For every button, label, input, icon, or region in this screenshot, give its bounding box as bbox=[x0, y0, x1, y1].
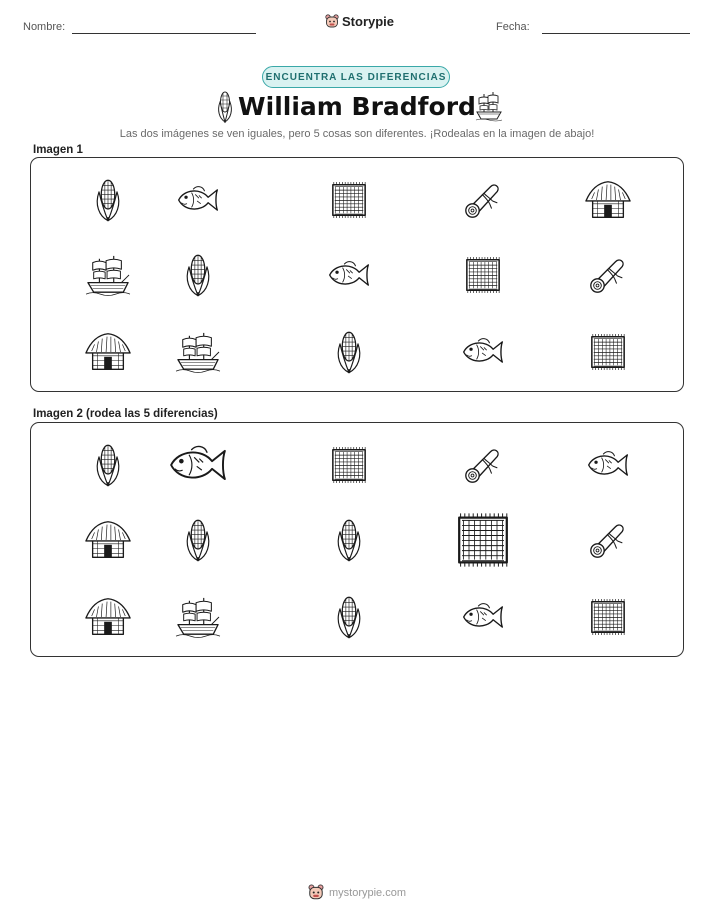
image1-panel bbox=[30, 157, 684, 392]
grid-cell[interactable] bbox=[462, 444, 504, 486]
blanket-icon bbox=[455, 512, 511, 568]
blanket-icon bbox=[330, 446, 368, 484]
fish-icon bbox=[460, 336, 506, 368]
blanket-icon bbox=[330, 181, 368, 219]
image2-panel[interactable] bbox=[30, 422, 684, 657]
hut-icon bbox=[584, 179, 632, 221]
grid-cell[interactable] bbox=[330, 446, 368, 484]
grid-cell bbox=[90, 177, 126, 223]
grid-cell bbox=[326, 259, 372, 291]
grid-cell bbox=[330, 181, 368, 219]
name-label: Nombre: bbox=[23, 21, 66, 33]
fish-icon bbox=[175, 184, 221, 216]
storypie-logo bbox=[325, 14, 394, 29]
grid-cell bbox=[460, 336, 506, 368]
hut-icon bbox=[84, 596, 132, 638]
footer bbox=[0, 884, 714, 901]
grid-cell[interactable] bbox=[460, 601, 506, 633]
scroll-icon bbox=[587, 519, 629, 561]
blanket-icon bbox=[464, 256, 502, 294]
grid-cell[interactable] bbox=[84, 519, 132, 561]
hut-icon bbox=[84, 519, 132, 561]
grid-cell bbox=[589, 333, 627, 371]
grid-cell[interactable] bbox=[589, 598, 627, 636]
grid-cell[interactable] bbox=[180, 517, 216, 563]
corn-icon bbox=[331, 329, 367, 375]
fish-icon bbox=[585, 449, 631, 481]
image1-label: Imagen 1 bbox=[33, 144, 83, 156]
grid-cell bbox=[175, 184, 221, 216]
date-label: Fecha: bbox=[496, 21, 530, 33]
ship-icon bbox=[175, 331, 221, 373]
fish-icon bbox=[326, 259, 372, 291]
grid-cell bbox=[464, 256, 502, 294]
mascot-icon bbox=[308, 884, 324, 901]
grid-cell bbox=[584, 179, 632, 221]
mascot-icon bbox=[325, 14, 339, 29]
ship-decoration-icon bbox=[474, 90, 504, 122]
blanket-icon bbox=[589, 333, 627, 371]
ship-icon bbox=[85, 254, 131, 296]
ship-icon bbox=[175, 596, 221, 638]
grid-cell bbox=[175, 331, 221, 373]
corn-icon bbox=[180, 517, 216, 563]
grid-cell bbox=[85, 254, 131, 296]
grid-cell[interactable] bbox=[175, 596, 221, 638]
grid-cell[interactable] bbox=[331, 594, 367, 640]
hut-icon bbox=[84, 331, 132, 373]
footer-url: mystorypie.com bbox=[328, 886, 407, 899]
activity-badge: ENCUENTRA LAS DIFERENCIAS bbox=[262, 66, 450, 88]
grid-cell bbox=[587, 254, 629, 296]
brand-name: Storypie bbox=[342, 14, 395, 29]
image2-label: Imagen 2 (rodea las 5 diferencias) bbox=[33, 408, 218, 420]
corn-icon bbox=[90, 177, 126, 223]
corn-icon bbox=[90, 442, 126, 488]
instructions-text: Las dos imágenes se ven iguales, pero 5 cosas son diferentes. ¡Rodealas en la imagen de abajo! bbox=[119, 128, 595, 140]
corn-icon bbox=[180, 252, 216, 298]
grid-cell bbox=[331, 329, 367, 375]
grid-cell[interactable] bbox=[166, 443, 230, 487]
grid-cell[interactable] bbox=[90, 442, 126, 488]
grid-cell bbox=[180, 252, 216, 298]
fish-icon bbox=[166, 443, 230, 487]
fish-icon bbox=[460, 601, 506, 633]
grid-cell[interactable] bbox=[455, 512, 511, 568]
scroll-icon bbox=[462, 444, 504, 486]
name-field[interactable] bbox=[72, 33, 256, 34]
grid-cell[interactable] bbox=[331, 517, 367, 563]
blanket-icon bbox=[589, 598, 627, 636]
date-field[interactable] bbox=[542, 33, 690, 34]
scroll-icon bbox=[462, 179, 504, 221]
corn-icon bbox=[331, 517, 367, 563]
page-title: William Bradford bbox=[238, 92, 476, 121]
corn-icon bbox=[331, 594, 367, 640]
grid-cell[interactable] bbox=[84, 596, 132, 638]
grid-cell bbox=[462, 179, 504, 221]
worksheet-header bbox=[0, 14, 714, 38]
grid-cell bbox=[84, 331, 132, 373]
grid-cell[interactable] bbox=[585, 449, 631, 481]
grid-cell[interactable] bbox=[587, 519, 629, 561]
scroll-icon bbox=[587, 254, 629, 296]
